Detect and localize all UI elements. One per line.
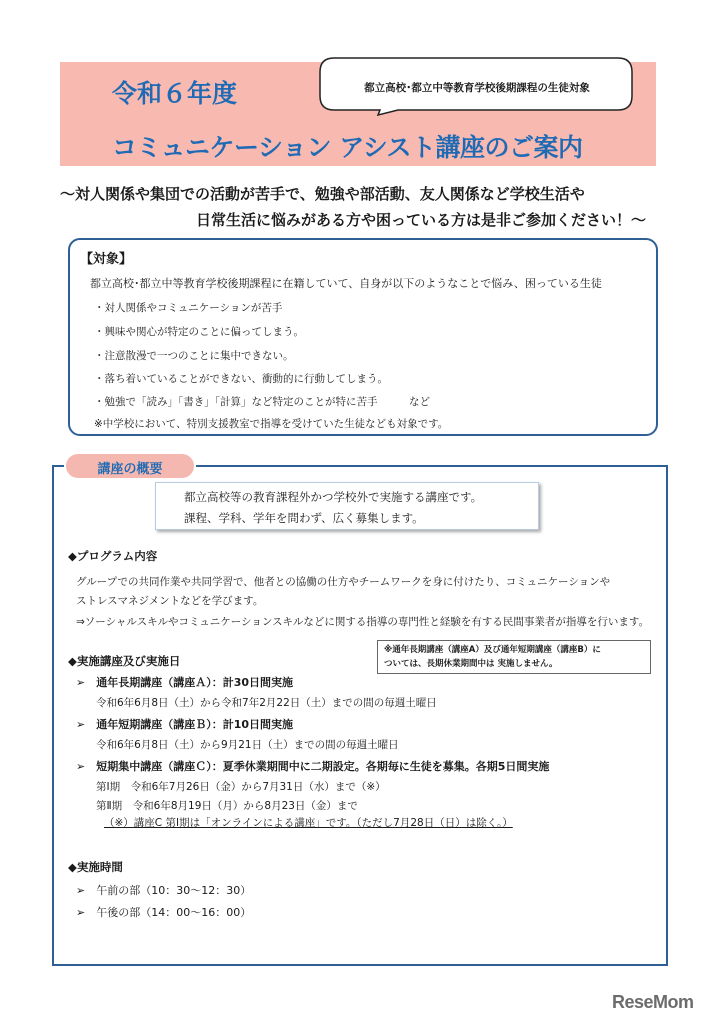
time-heading: ◆実施時間 bbox=[68, 860, 123, 874]
course-c-footnote: （※）講座C 第Ⅰ期は「オンラインによる講座」です。（ただし7月28日（日）は除く。） bbox=[104, 817, 513, 829]
subtitle-line-2: 日常生活に悩みがある方や困っている方は是非ご参加ください！～ bbox=[196, 211, 647, 229]
course-c-term-2: 第Ⅱ期 令和6年8月19日（月）から8月23日（金）まで bbox=[96, 800, 358, 812]
notice-line: 課程、学科、学年を問わず、広く募集します。 bbox=[184, 511, 424, 525]
program-text: ストレスマネジメントなどを学びます。 bbox=[76, 595, 264, 607]
time-afternoon: ➢ 午後の部（14：00～16：00） bbox=[76, 906, 252, 919]
target-item: ・興味や関心が特定のことに偏ってしまう。 bbox=[94, 326, 304, 338]
program-text: グループでの共同作業や共同学習で、他者との協働の仕方やチームワークを身に付けたり、コミュニケーションや bbox=[76, 576, 611, 588]
title-year: 令和６年度 bbox=[112, 79, 238, 108]
course-a-date: 令和6年6月8日（土）から令和7年2月22日（土）までの間の毎週土曜日 bbox=[96, 697, 437, 709]
course-c-term-1: 第Ⅰ期 令和6年7月26日（金）から7月31日（水）まで（※） bbox=[96, 781, 386, 793]
subtitle-line-1: ～対人関係や集団での活動が苦手で、勉強や部活動、友人関係など学校生活や bbox=[60, 185, 585, 203]
note-line: ※通年長期講座（講座A）及び通年短期講座（講座B）に bbox=[384, 645, 601, 655]
course-b-title: ➢ 通年短期講座（講座Ｂ）：計10日間実施 bbox=[76, 718, 294, 731]
course-b-date: 令和6年6月8日（土）から9月21日（土）までの間の毎週土曜日 bbox=[96, 739, 399, 751]
overview-label: 講座の概要 bbox=[97, 462, 163, 477]
target-note: ※中学校において、特別支援教室で指導を受けていた生徒なども対象です。 bbox=[94, 418, 449, 430]
target-item: ・対人関係やコミュニケーションが苦手 bbox=[94, 302, 283, 314]
note-line: ついては、長期休業期間中は 実施しません。 bbox=[384, 659, 558, 669]
program-heading: ◆プログラム内容 bbox=[68, 549, 158, 563]
resemom-logo: ReseMom bbox=[612, 992, 694, 1012]
time-morning: ➢ 午前の部（10：30～12：30） bbox=[76, 884, 252, 897]
page-title: コミュニケーション アシスト講座のご案内 bbox=[112, 133, 583, 162]
target-item: ・勉強で「読み」「書き」「計算」など特定のことが特に苦手 など bbox=[94, 396, 430, 408]
target-item: ・落ち着いていることができない、衝動的に行動してしまう。 bbox=[94, 373, 388, 385]
target-item: ・注意散漫で一つのことに集中できない。 bbox=[94, 350, 294, 362]
target-description: 都立高校･都立中等教育学校後期課程に在籍していて、自身が以下のようなことで悩み、困っている生徒 bbox=[90, 277, 602, 290]
course-a-title: ➢ 通年長期講座（講座Ａ）：計30日間実施 bbox=[76, 676, 294, 689]
target-audience-callout: 都立高校･都立中等教育学校後期課程の生徒対象 bbox=[364, 82, 590, 94]
program-text: ⇒ソーシャルスキルやコミュニケーションスキルなどに関する指導の専門性と経験を有する民間事業者が指導を行います。 bbox=[76, 616, 650, 628]
target-heading: 【対象】 bbox=[80, 252, 133, 267]
course-c-title: ➢ 短期集中講座（講座Ｃ）：夏季休業期間中に二期設定。各期毎に生徒を募集。各期5日間実施 bbox=[76, 760, 550, 773]
notice-line: 都立高校等の教育課程外かつ学校外で実施する講座です。 bbox=[184, 490, 483, 504]
schedule-heading: ◆実施講座及び実施日 bbox=[68, 654, 181, 668]
